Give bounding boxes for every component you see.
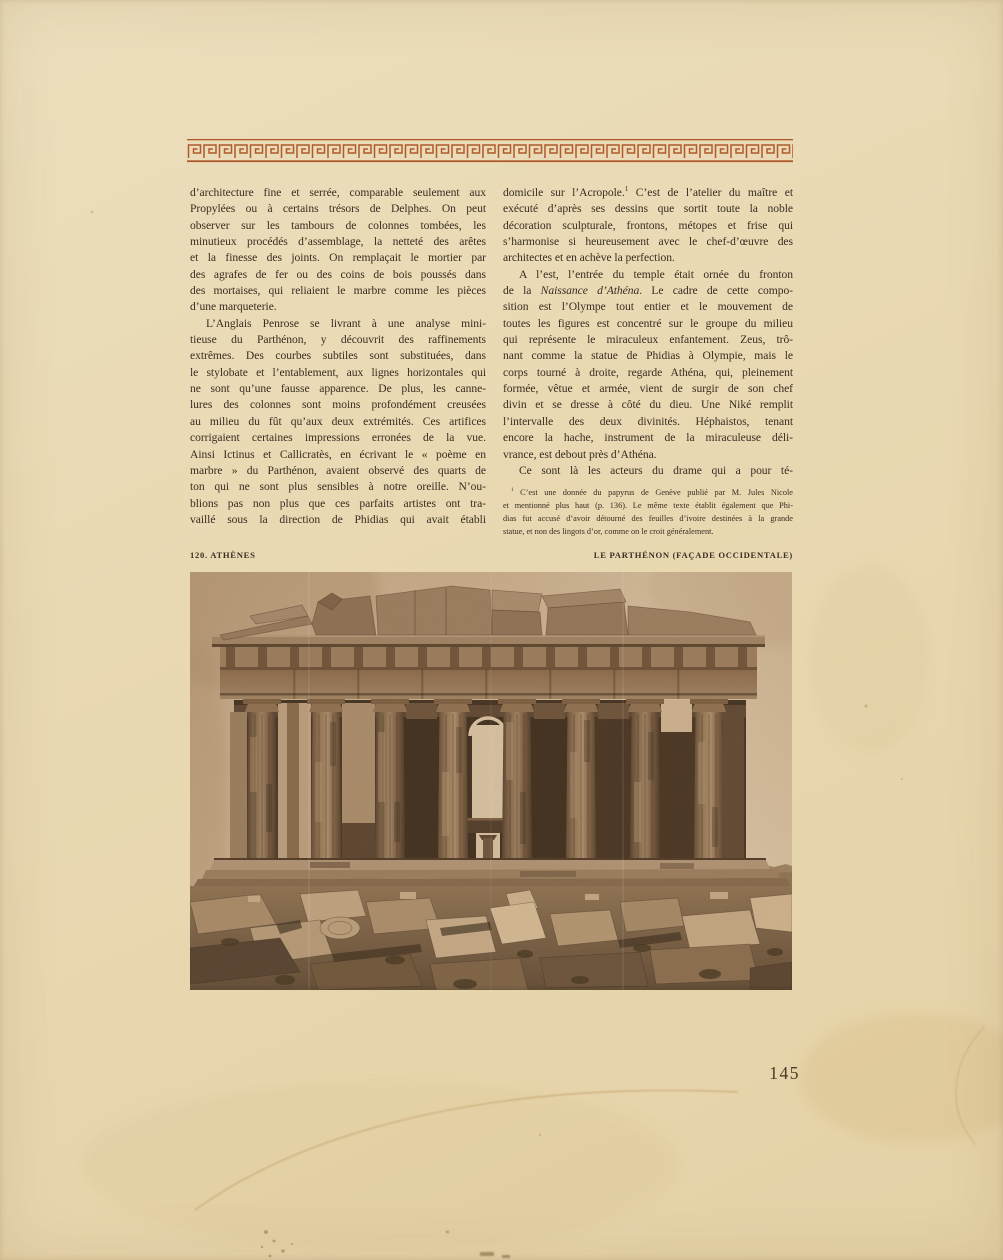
text-line: encore la hache, instrument de la miraculeuse déli- bbox=[503, 431, 793, 445]
text-column-left bbox=[190, 185, 486, 528]
text-line: observer sur les tambours de colonnes tombées, les bbox=[190, 218, 486, 232]
footnote-reference: 1 bbox=[624, 185, 629, 194]
text-column-right bbox=[503, 185, 793, 479]
text-line: tieuse du Parthénon, y découvrit des raffinements bbox=[190, 333, 486, 347]
text-segment: C’est une donnée du papyrus de Genève publié par M. Jules Nicole bbox=[513, 488, 793, 497]
text-line: d’une marqueterie. bbox=[190, 300, 277, 314]
text-line: A l’est, l’entrée du temple était ornée du fronton bbox=[519, 267, 793, 281]
text-segment: C’est de l’atelier du maître et bbox=[628, 186, 793, 199]
footnote-line: dias fut accusé d’avoir détourné des feuilles d’ivoire destinées à la grande bbox=[503, 513, 793, 523]
footnote bbox=[503, 487, 793, 539]
text-line: divin et se dresse à côté du dieu. Une Niké remplit bbox=[503, 398, 793, 412]
text-segment: . Le cadre de cette compo- bbox=[639, 284, 793, 298]
text-line: corps tourné à droite, regarde Athéna, qui, pleinement bbox=[503, 365, 793, 379]
text-line: formée, vêtue et armée, vient de surgir de son chef bbox=[503, 382, 793, 396]
text-line: marbre » du Parthénon, avaient observé des quarts de bbox=[190, 463, 486, 477]
footnote-line: et mentionné plus haut (p. 136). Le même texte établit également que Phi- bbox=[503, 500, 793, 510]
footnote-marker: 1 bbox=[511, 487, 514, 494]
text-line: et la finesse des joints. On remplaçait le mortier par bbox=[190, 251, 486, 265]
text-line bbox=[503, 283, 793, 299]
text-line: L’Anglais Penrose se livrant à une analyse mini- bbox=[206, 316, 486, 330]
text-line: vaillé sous la direction de Phidias qui avait établi bbox=[190, 512, 486, 526]
text-line: décoration sculpturale, frontons, métopes et frise qui bbox=[503, 218, 793, 232]
text-line: exécuté d’après ses dessins que sortit toute la noble bbox=[503, 202, 793, 216]
text-line: l’intervalle des deux divinités. Héphaistos, tenant bbox=[503, 414, 793, 428]
text-line: des mortaises, qui reliaient le marbre comme les pièces bbox=[190, 284, 486, 298]
text-line: d’architecture fine et serrée, comparable seulement aux bbox=[190, 186, 486, 199]
text-line: Ainsi Ictinus et Callicratès, en écrivant le « poème en bbox=[190, 447, 486, 461]
text-line: au milieu du fût qu’aux deux extrémités. Ces artifices bbox=[190, 414, 486, 428]
text-segment: domicile sur l’Acropole. bbox=[503, 186, 625, 199]
text-line: ton qui ne sont plus sensibles à notre oreille. N’ou- bbox=[190, 480, 486, 494]
text-line: toutes les figures est concentré sur le groupe du milieu bbox=[503, 316, 793, 330]
text-line: le stylobate et l’entablement, aux lignes horizontales qui bbox=[190, 365, 486, 379]
text-line: sition est l’Olympe tout entier et le mouvement de bbox=[503, 300, 793, 314]
text-line: Propylées ou à certains trésors de Delphes. On peut bbox=[190, 202, 486, 216]
text-line: des agrafes de fer ou des coins de bois poussés dans bbox=[190, 267, 486, 281]
footnote-line: statue, et non des lingots d’or, comme on le croit généralement. bbox=[503, 526, 714, 536]
text-line: nant comme la statue de Phidias à Olympie, mais le bbox=[503, 349, 793, 363]
text-line: ne sont qu’une fausse apparence. De plus, les canne- bbox=[190, 382, 486, 396]
text-line: corrigaient certaines impressions erronées de la vue. bbox=[190, 431, 486, 445]
plate-caption-right: LE PARTHÉNON (FAÇADE OCCIDENTALE) bbox=[593, 550, 793, 560]
text-line: s’harmonise si heureusement avec le chef-d’œuvre des bbox=[503, 235, 793, 249]
italic-title: Naissance d’Athéna bbox=[540, 284, 640, 298]
text-line: extrêmes. Des courbes subtiles sont substituées, dans bbox=[190, 349, 486, 363]
text-line: architectes et en achève la perfection. bbox=[503, 251, 675, 265]
page-number: 145 bbox=[769, 1063, 800, 1083]
photo-artifacts bbox=[190, 572, 792, 990]
text-line: blions pas non plus que ces parfaits artistes ont tra- bbox=[190, 496, 486, 510]
text-segment: de la bbox=[503, 284, 541, 298]
plate-caption-left: 120. ATHÈNES bbox=[190, 550, 256, 560]
text-line: Ce sont là les acteurs du drame qui a pour té- bbox=[519, 463, 793, 477]
text-line: lures des colonnes sont moins profondément creusées bbox=[190, 398, 486, 412]
footnote-line bbox=[503, 487, 793, 500]
parthenon-photograph bbox=[190, 572, 792, 990]
text-line: qui représente le miraculeux enfantement. Zeus, trô- bbox=[503, 333, 793, 347]
text-line: minutieux procédés d’assemblage, la netteté des arêtes bbox=[190, 235, 486, 249]
greek-key-border bbox=[187, 139, 793, 163]
text-line bbox=[503, 185, 793, 201]
text-line: vrance, est debout près d’Athéna. bbox=[503, 447, 657, 461]
